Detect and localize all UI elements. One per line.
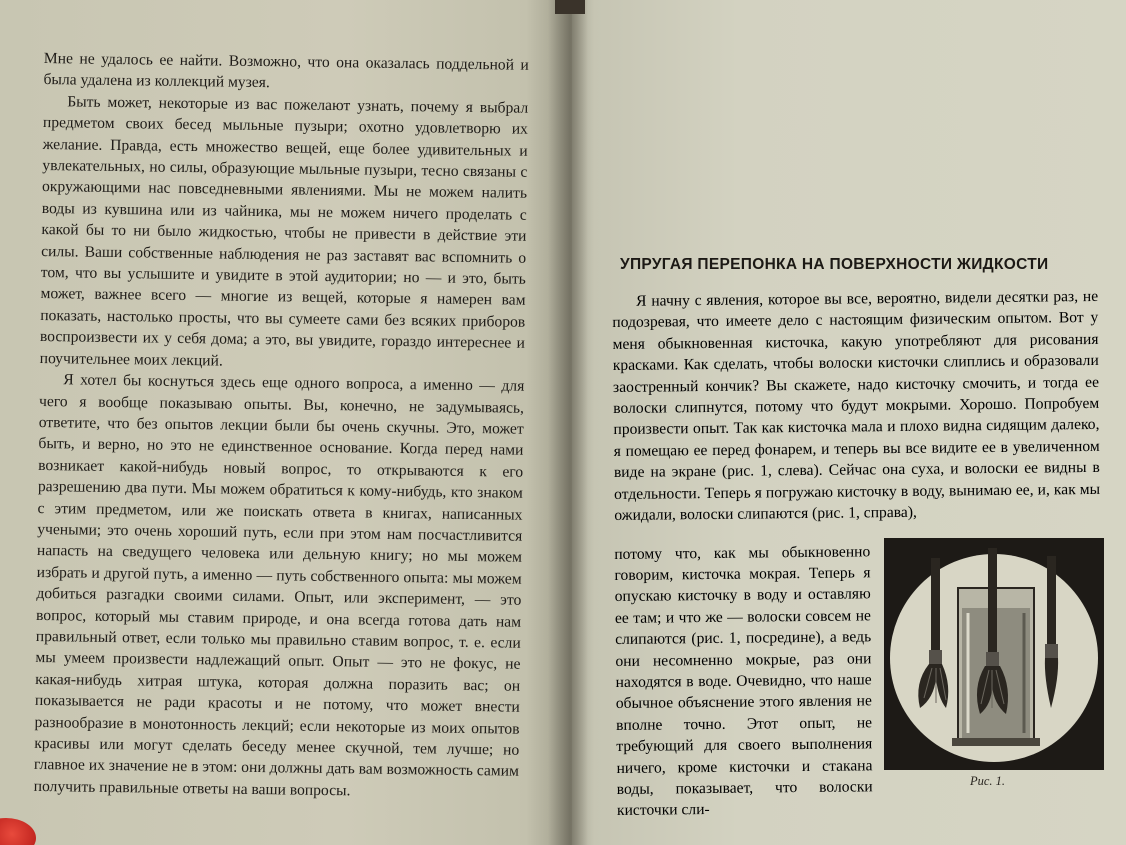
background-gap: [555, 0, 585, 14]
left-paragraph-1: Мне не удалось ее найти. Возможно, что она оказалась поддельной и была удалена из коллекций музея.: [43, 49, 529, 92]
left-paragraph-3: Я хотел бы коснуться здесь еще одного вопроса, а именно — для чего я вообще показываю опыты. Вы, конечно, не задумываясь, ответите, что без опытов лекции были бы очень скучны. Это, может быть, и верно, но это не единственное основание. Когда перед нами возникает какой-нибудь новый вопрос, то открываются к его разрешению два пути. Мы можем обратиться к кому-нибудь, кто знаком с этим предметом, или же поискать ответа в книгах, написанных учеными; это очень хороший путь, если при этом нам посчастливится напасть на сведущего человека или дельную книгу; но мы можем избрать и другой путь, а именно — путь собственного опыта: мы можем добиться разгадки своими силами. Опыт, или эксперимент, — это вопрос, который мы ставим природе, и она всегда готова дать нам правильный ответ, если только мы правильно ставим вопрос, т. е. если мы умеем произвести надлежащий опыт. Опыт — это не фокус, не какая-нибудь хитрая штука, которая должна поразить вас; он показывается не ради красоты и не потому, что может внести разнообразие в монотонность лекций; если некоторые из моих опытов красивы или могут сделать беседу менее скучной, тем лучше; но главное их значение не в этом: они должны дать вам возможность самим получить правильные ответы на ваши вопросы.: [33, 371, 525, 800]
left-page-text: [34, 48, 529, 804]
figure-brushes-illustration: [884, 538, 1104, 770]
left-paragraph-2: Быть может, некоторые из вас пожелают узнать, почему я выбрал предметом своих бесед мыльные пузыри; охотно удовлетворю их желание. Правда, есть множество вещей, еще более удивительных и увлекательных, но силы, образующие мыльные пузыри, тесно связаны с окружающими нас повседневными явлениями. Мы не можем налить воды из кувшина или из чайника, мы не можем ничего проделать с какой бы то ни было жидкостью, чтобы не привести в действие эти силы. Ваши собственные наблюдения не раз заставят вас вспомнить о том, что вы услышите и увидите в этой аудитории; но — и это, быть может, важнее всего — многие из вещей, которые я намерен вам показать, настолько просты, что вы сумеете сами без всяких приборов воспроизвести их у себя дома; а это, вы увидите, гораздо интереснее и поучительнее моих лекций.: [39, 93, 529, 370]
right-page-text-beside-figure: [614, 525, 873, 837]
right-paragraph-2: потому что, как мы обыкновенно говорим, кисточка мокрая. Теперь я опускаю кисточку в воду и оставляю ее там; и что же — волоски совсем не слипаются (рис. 1, посредине), а ведь они несомненно мокрые, раз они находятся в воде. Очевидно, что наше обычное объяснение этого явления не вполне точно. Этот опыт, не требующий для своего выполнения ничего, кроме кисточки и стакана воды, показывает, что волоски кисточки сли-: [614, 542, 873, 820]
chapter-heading: УПРУГАЯ ПЕРЕПОНКА НА ПОВЕРХНОСТИ ЖИДКОСТИ: [620, 256, 1049, 273]
right-paragraph-1: Я начну с явления, которое вы все, вероятно, видели десятки раз, не подозревая, что имеете дело с настоящим физическим опытом. Вот у меня обыкновенная кисточка, какую употребляют для рисования красками. Как сделать, чтобы волоски кисточки слиплись и образовали заостренный кончик? Вы скажете, надо кисточку смочить, и тогда ее волоски слипнутся, потому что будут мокрыми. Хорошо. Попробуем произвести опыт. Так как кисточка мала и плохо видна сидящим далеко, я помещаю ее перед фонарем, и теперь вы все видите ее в увеличенном виде на экране (рис. 1, слева). Сейчас она суха, и волоски ее видны в отдельности. Теперь я погружаю кисточку в воду, вынимаю ее, и, как мы ожидали, волоски слипаются (рис. 1, справа),: [612, 287, 1101, 525]
right-page-text: [612, 286, 1100, 527]
figure-caption: Рис. 1.: [970, 774, 1006, 788]
brushes-svg: [884, 538, 1104, 770]
